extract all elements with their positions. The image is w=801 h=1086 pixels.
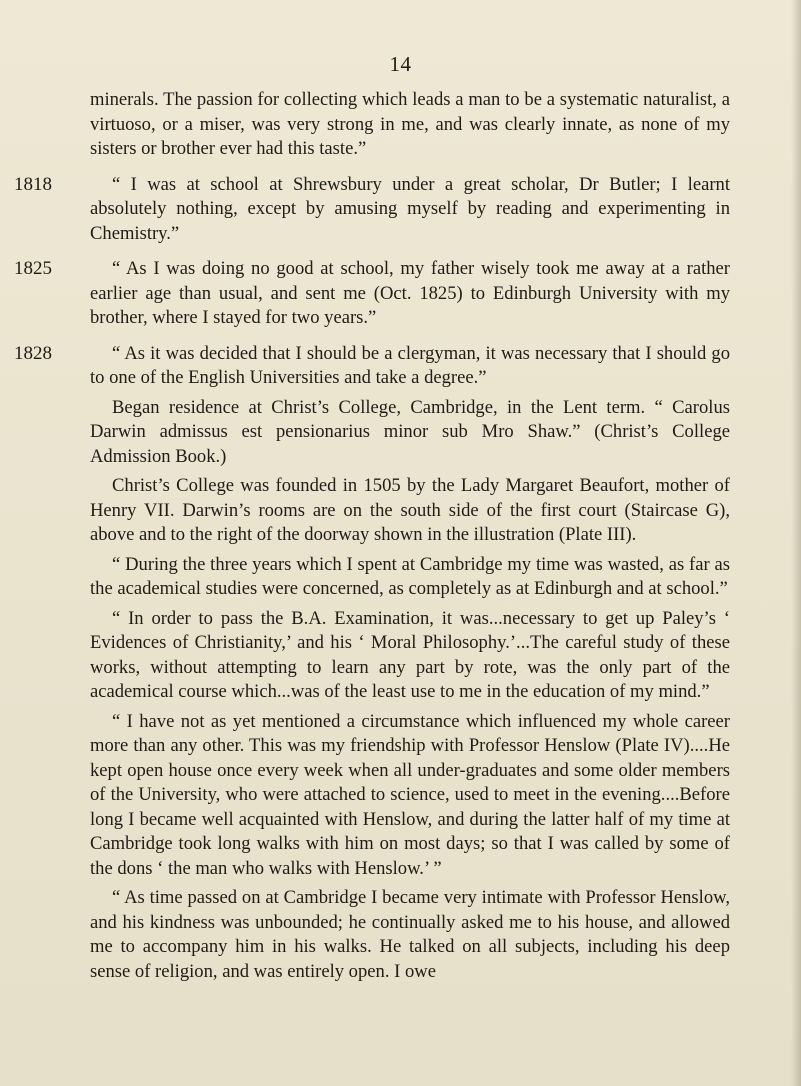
paragraph-4-text: “ As it was decided that I should be a clergyman, it was necessary that I should go to one of the English Universities and take a degree.”: [90, 342, 730, 388]
paragraph-5: Began residence at Christ’s College, Cambridge, in the Lent term. “ Carolus Darwin admissus est pensionarius minor sub Mro Shaw.” (Christ’s College Admission Book.): [90, 396, 730, 467]
paragraph-3-text: “ As I was doing no good at school, my father wisely took me away at a rather earlier age than usual, and sent me (Oct. 1825) to Edinburgh University with my brother, where I stayed for two years.”: [90, 258, 730, 328]
paragraph-10: “ As time passed on at Cambridge I became very intimate with Professor Henslow, and his kindness was unbounded; he continually asked me to his house, and allowed me to accompany him in his walks. He talked on all subjects, including his deep sense of religion, and was entirely open. I owe: [90, 887, 730, 982]
paragraph-9: “ I have not as yet mentioned a circumstance which influenced my whole career more than any other. This was my friendship with Professor Henslow (Plate IV)....He kept open house once every week when all under-graduates and some older members of the University, who were attached to science, used to meet in the evening....Before long I became well acquainted with Henslow, and during the latter half of my time at Cambridge took long walks with him on most days; so that I was called by some of the dons ‘ the man who walks with Henslow.’ ”: [90, 710, 730, 879]
margin-year-1825: 1825: [14, 258, 52, 279]
paragraph-7: “ During the three years which I spent at Cambridge my time was wasted, as far as the academical studies were concerned, as completely as at Edinburgh and at school.”: [90, 553, 730, 599]
text-column: [14, 88, 730, 984]
paragraph-3: [14, 257, 730, 331]
margin-year-1828: 1828: [14, 342, 52, 364]
paragraph-8: “ In order to pass the B.A. Examination, it was...necessary to get up Paley’s ‘ Evidences of Christianity,’ and his ‘ Moral Philosophy.’...The careful study of these works, without attempting to learn any part by rote, was the only part of the academical course which...was of the least use to me in the education of my mind.”: [90, 607, 730, 702]
paragraph-4: [14, 342, 730, 391]
page-edge-shadow: [791, 0, 801, 1086]
paragraph-6: Christ’s College was founded in 1505 by the Lady Margaret Beaufort, mother of Henry VII. Darwin’s rooms are on the south side of the first court (Staircase G), above and to the right of the doorway shown in the illustration (Plate III).: [90, 475, 730, 545]
margin-year-1818: 1818: [14, 173, 52, 195]
paragraph-2-text: “ I was at school at Shrewsbury under a great scholar, Dr Butler; I learnt absolutely nothing, except by amusing myself by reading and experimenting in Chemistry.”: [90, 173, 730, 244]
paragraph-2: [14, 173, 730, 247]
paragraph-1: minerals. The passion for collecting which leads a man to be a systematic naturalist, a virtuoso, or a miser, was very strong in me, and was clearly innate, as none of my sisters or brother ever had this taste.”: [90, 89, 730, 159]
page-number: 14: [389, 52, 412, 76]
